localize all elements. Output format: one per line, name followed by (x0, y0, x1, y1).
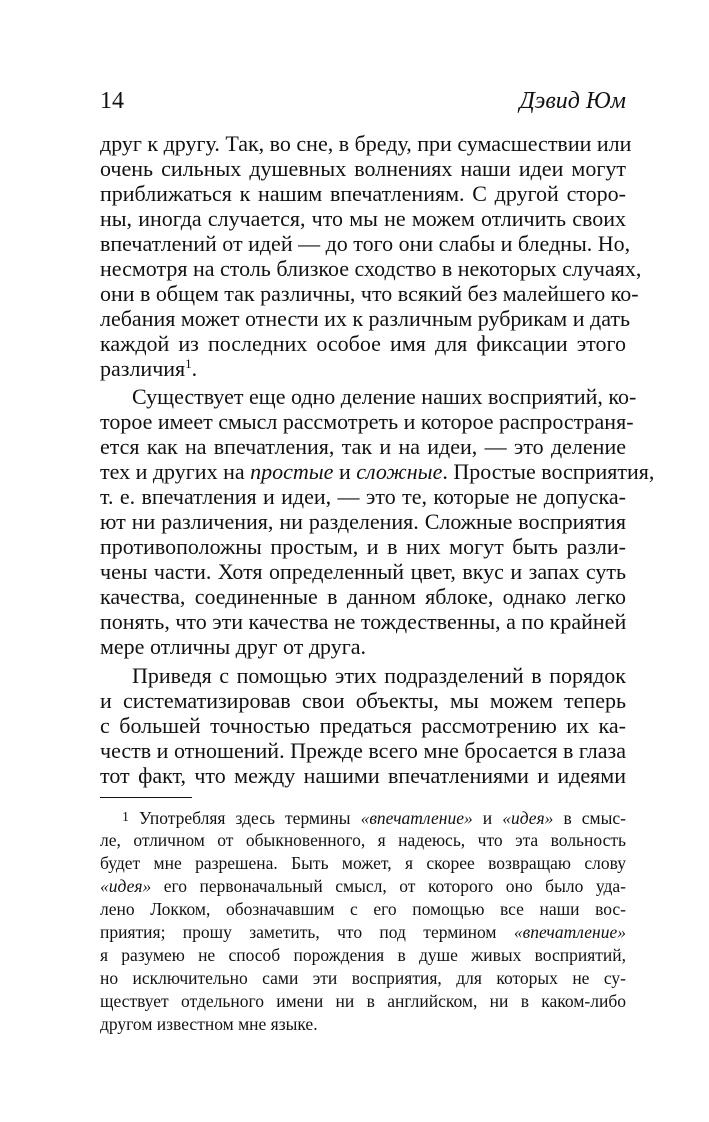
text-fragment: и (472, 808, 503, 828)
text-line: лебания может отнести их к различным рубрикам и дать (100, 306, 631, 331)
text-fragment: Употребляя здесь термины (129, 808, 361, 828)
footnote-marker: 1 (122, 810, 129, 825)
text-line: они в общем так различны, что всякий без малейшего ко- (100, 281, 639, 306)
text-line: т. е. впечатления и идеи, — это те, которые не допуска- (100, 484, 626, 509)
punctuation: . (191, 356, 198, 381)
footnote-line: я разумею не способ порождения в душе живых восприятий, (100, 945, 626, 965)
footnote-line: но исключительно сами эти восприятия, для которых не су- (100, 968, 626, 988)
footnote-line: лено Локком, обозначавшим с его помощью все наши вос- (100, 899, 626, 919)
footnote-line (122, 806, 626, 829)
text-line: ны, иногда случается, что мы не можем отличить своих (100, 206, 626, 231)
footnote-line (100, 875, 626, 898)
emphasis: «идея» (100, 876, 152, 896)
text-line: и систематизировав свои объекты, мы можем теперь (100, 688, 626, 713)
footnote-line: ществует отдельного имени ни в английском, ни в каком-либо (100, 991, 626, 1011)
text-line: очень сильных душевных волнениях наши идеи могут (100, 156, 626, 181)
emphasis: сложные (356, 459, 443, 484)
text-line: друг к другу. Так, во сне, в бреду, при сумасшествии или (100, 131, 632, 156)
emphasis: «впечатление» (360, 808, 473, 828)
footnote-reference[interactable]: 1 (185, 356, 192, 371)
page-header (100, 84, 626, 118)
text-line: торое имеет смысл рассмотреть и которое распространя- (100, 409, 634, 434)
footnote-line: будет мне разрешена. Быть может, я скорее возвращаю слову (100, 853, 626, 873)
emphasis: «впечатление» (513, 922, 626, 942)
text-line: противоположны простым, и в них могут быть разли- (100, 534, 626, 559)
text-fragment: его первоначальный смысл, от которого оно было уда- (151, 876, 626, 896)
text-line: ется как на впечатления, так и на идеи, — это деление (100, 434, 626, 459)
text-line: тот факт, что между нашими впечатлениями и идеями (100, 763, 626, 788)
text-line: чены части. Хотя определенный цвет, вкус и запах суть (100, 559, 626, 584)
text-line: несмотря на столь близкое сходство в некоторых случаях, (100, 256, 642, 281)
text-line (100, 459, 655, 485)
page-number: 14 (100, 88, 124, 114)
text-fragment: и (333, 459, 357, 484)
footnote-line: другом известном мне языке. (100, 1014, 318, 1034)
emphasis: «идея» (502, 808, 554, 828)
text-line: мере отличны друг от друга. (100, 634, 367, 659)
emphasis: простые (250, 459, 334, 484)
text-line: приближаться к нашим впечатлениям. С другой сторо- (100, 181, 626, 206)
text-line: каждой из последних особое имя для фиксации этого (100, 331, 626, 356)
running-head: Дэвид Юм (519, 88, 626, 114)
text-line: Приведя с помощью этих подразделений в порядок (132, 663, 626, 688)
text-fragment: тех и других на (100, 459, 251, 484)
text-line (100, 356, 626, 382)
text-line: качества, соединенные в данном яблоке, однако легко (100, 584, 626, 609)
text-line: ют ни различения, ни разделения. Сложные восприятия (100, 509, 626, 534)
text-fragment: . Простые восприятия, (442, 459, 655, 484)
text-line: честв и отношений. Прежде всего мне бросается в глаза (100, 738, 626, 763)
text-fragment: в смыс- (553, 808, 626, 828)
text-fragment: приятия; прошу заметить, что под термином (100, 922, 514, 942)
footnote-divider (100, 797, 192, 798)
footnote-line: ле, отличном от обыкновенного, я надеюсь, что эта вольность (100, 830, 626, 850)
text-line: понять, что эти качества не тождественны, а по крайней (100, 609, 627, 634)
word: различия (100, 356, 186, 381)
text-line: впечатлений от идей — до того они слабы и бледны. Но, (100, 231, 631, 256)
text-line: с большей точностью предаться рассмотрению их ка- (100, 713, 626, 738)
text-line: Существует еще одно деление наших восприятий, ко- (132, 384, 637, 409)
footnote-line (100, 921, 626, 944)
